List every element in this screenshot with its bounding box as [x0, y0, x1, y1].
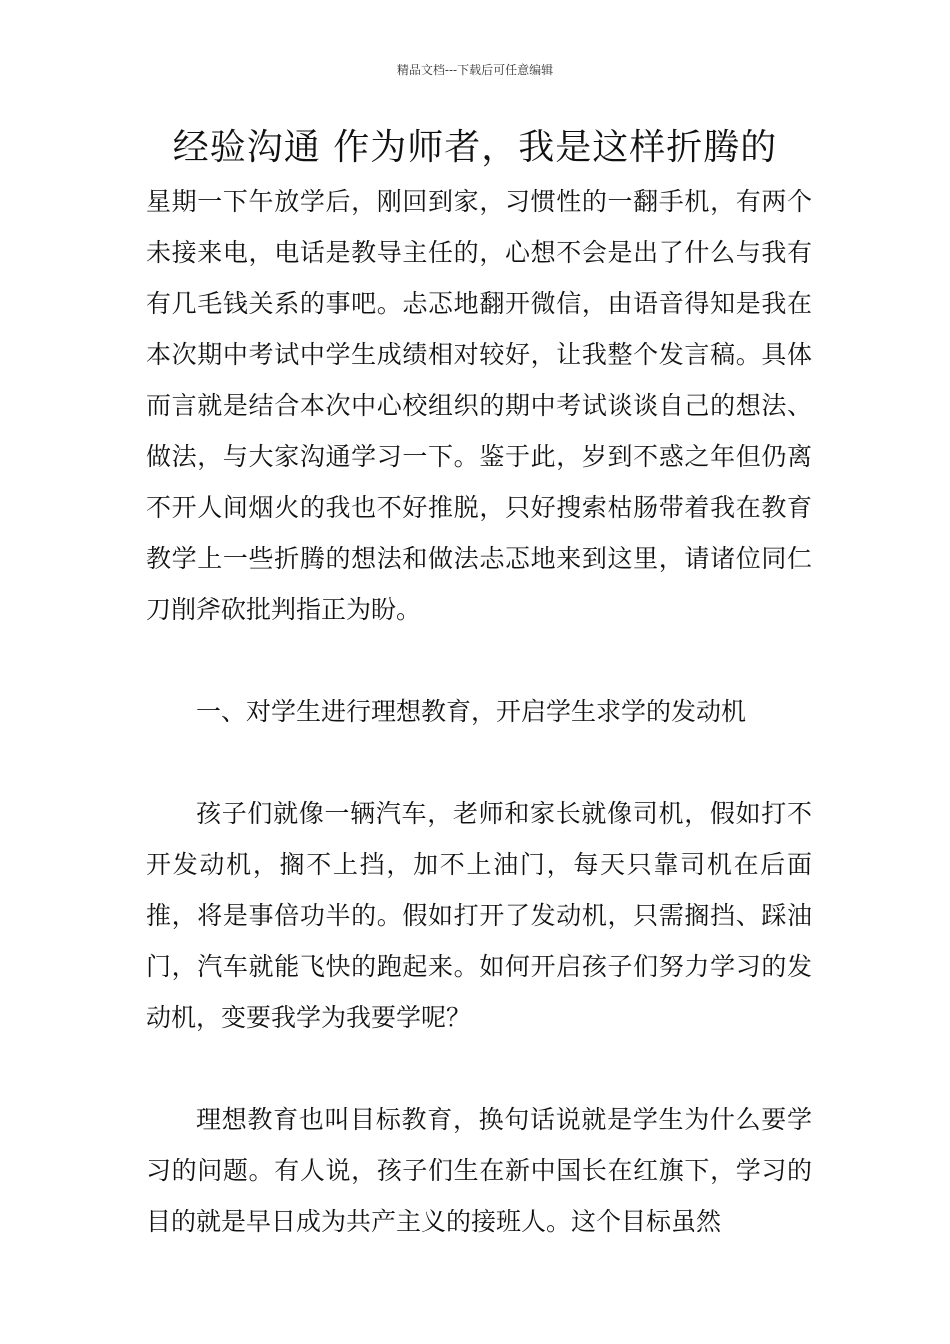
paragraph-ideal-education: 理想教育也叫目标教育，换句话说就是学生为什么要学习的问题。有人说，孩子们生在新中国长在红旗下，学习的目的就是早日成为共产主义的接班人。这个目标虽然	[146, 1105, 812, 1236]
paragraph-intro: 星期一下午放学后，刚回到家，习惯性的一翻手机，有两个未接来电，电话是教导主任的，心想不会是出了什么与我有有几毛钱关系的事吧。忐忑地翻开微信，由语音得知是我在本次期中考试中学生成绩相对较好，让我整个发言稿。具体而言就是结合本次中心校组织的期中考试谈谈自己的想法、做法，与大家沟通学习一下。鉴于此，岁到不惑之年但仍离不开人间烟火的我也不好推脱，只好搜索枯肠带着我在教育教学上一些折腾的想法和做法忐忑地来到这里，请诸位同仁刀削斧砍批判指正为盼。	[146, 187, 812, 624]
document-title: 经验沟通 作为师者，我是这样折腾的	[172, 127, 778, 168]
page-header: 精品文档---下载后可任意编辑	[396, 63, 554, 77]
paragraph-spacer	[146, 635, 812, 686]
paragraph-engine-metaphor: 孩子们就像一辆汽车，老师和家长就像司机，假如打不开发动机，搁不上挡，加不上油门，每天只靠司机在后面推，将是事倍功半的。假如打开了发动机，只需搁挡、踩油门，汽车就能飞快的跑起来。如何开启孩子们努力学习的发动机，变要我学为我要学呢？	[146, 799, 812, 1032]
paragraph-spacer	[146, 737, 812, 788]
paragraph-spacer	[146, 1043, 812, 1094]
section-heading-1: 一、对学生进行理想教育，开启学生求学的发动机	[196, 697, 747, 726]
document-body	[146, 176, 812, 1247]
